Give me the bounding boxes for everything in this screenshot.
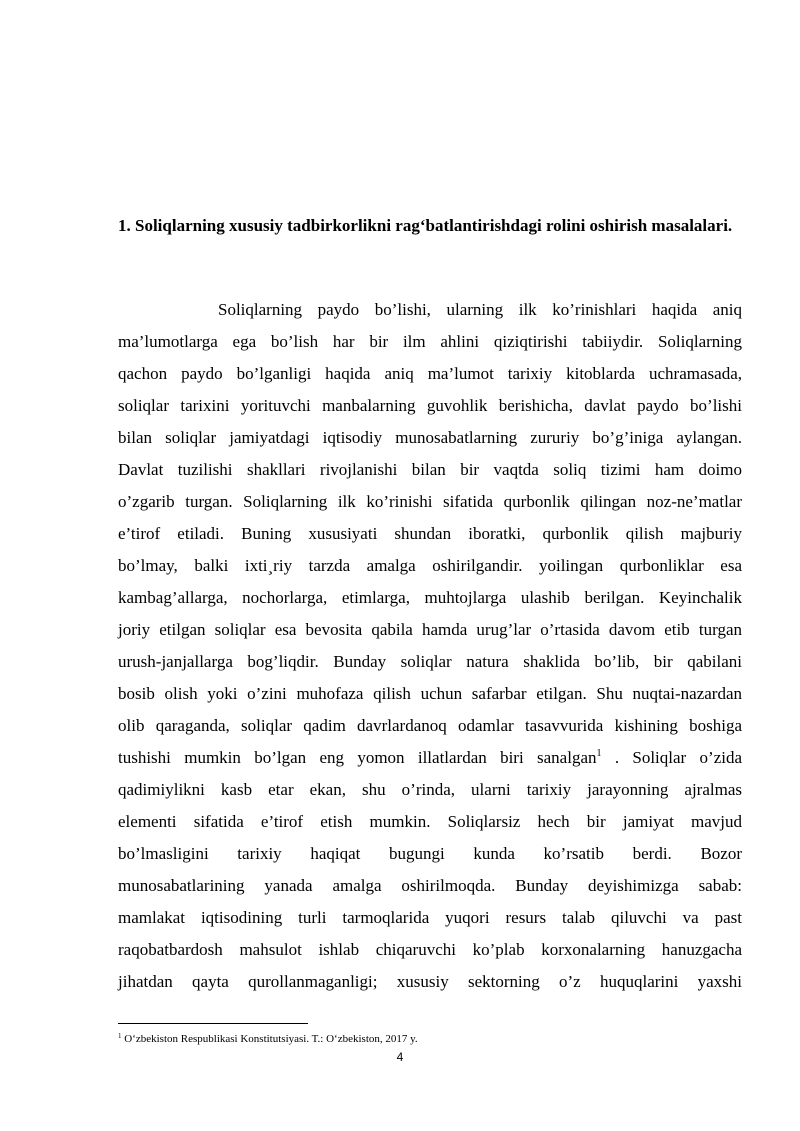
- paragraph-line: bo’lmasligini tarixiy haqiqat bugungi kunda ko’rsatib berdi. Bozor: [118, 844, 742, 863]
- paragraph-line: mamlakat iqtisodining turli tarmoqlarida yuqori resurs talab qiluvchi va past: [118, 908, 742, 927]
- paragraph-line-text: tushishi mumkin bo’lgan eng yomon illatlardan biri sanalgan: [118, 748, 597, 767]
- paragraph-line: munosabatlarining yanada amalga oshirilmoqda. Bunday deyishimizga sabab:: [118, 876, 742, 895]
- paragraph-line: bilan soliqlar jamiyatdagi iqtisodiy munosabatlarning zururiy bo’g’iniga aylangan.: [118, 428, 742, 447]
- paragraph-line: ma’lumotlarga ega bo’lish har bir ilm ahlini qiziqtirishi tabiiydir. Soliqlarning: [118, 332, 742, 351]
- paragraph-line: urush-janjallarga bog’liqdir. Bunday soliqlar natura shaklida bo’lib, bir qabilani: [118, 652, 742, 671]
- paragraph-line: bosib olish yoki o’zini muhofaza qilish uchun safarbar etilgan. Shu nuqtai-nazardan: [118, 684, 742, 703]
- paragraph-line: Soliqlarning paydo bo’lishi, ularning ilk ko’rinishlari haqida aniq: [218, 300, 742, 319]
- footnote-text: O‘zbekiston Respublikasi Konstitutsiyasi. T.: O‘zbekiston, 2017 y.: [121, 1033, 418, 1045]
- paragraph-line: jihatdan qayta qurollanmaganligi; xususiy sektorning o’z huquqlarini yaxshi: [118, 972, 742, 991]
- paragraph-line: bo’lmay, balki ixti¸riy tarzda amalga oshirilgandir. yoilingan qurbonliklar esa: [118, 556, 742, 575]
- paragraph-line: qachon paydo bo’lganligi haqida aniq ma’lumot tarixiy kitoblarda uchramasada,: [118, 364, 742, 383]
- page-number: 4: [396, 1050, 404, 1064]
- paragraph-line-with-footnote: [118, 742, 742, 774]
- paragraph-line: elementi sifatida e’tirof etish mumkin. Soliqlarsiz hech bir jamiyat mavjud: [118, 812, 742, 831]
- paragraph-line: Davlat tuzilishi shakllari rivojlanishi bilan bir vaqtda soliq tizimi ham doimo: [118, 460, 742, 479]
- paragraph-line: o’zgarib turgan. Soliqlarning ilk ko’rinishi sifatida qurbonlik qilingan noz-ne’matlar: [118, 492, 742, 511]
- footnote-separator: [118, 1023, 308, 1024]
- footnote-marker: 1: [118, 1032, 122, 1040]
- footnote: [118, 1031, 742, 1047]
- section-heading: 1. Soliqlarning xususiy tadbirkorlikni rag‘batlantirishdagi rolini oshirish masalalari.: [118, 216, 733, 235]
- paragraph-line: e’tirof etiladi. Buning xususiyati shundan iboratki, qurbonlik qilish majburiy: [118, 524, 742, 543]
- paragraph-line: qadimiylikni kasb etar ekan, shu o’rinda, ularni tarixiy jarayonning ajralmas: [118, 780, 742, 799]
- paragraph-line: soliqlar tarixini yorituvchi manbalarning guvohlik berishicha, davlat paydo bo’lishi: [118, 396, 742, 415]
- paragraph-line: joriy etilgan soliqlar esa bevosita qabila hamda urug’lar o’rtasida davom etib turgan: [118, 620, 742, 639]
- paragraph-line: raqobatbardosh mahsulot ishlab chiqaruvchi ko’plab korxonalarning hanuzgacha: [118, 940, 742, 959]
- paragraph-line: kambag’allarga, nochorlarga, etimlarga, muhtojlarga ulashib berilgan. Keyinchalik: [118, 588, 742, 607]
- footnote-reference[interactable]: 1: [596, 748, 602, 759]
- paragraph-line: olib qaraganda, soliqlar qadim davrlardanoq odamlar tasavvurida kishining boshiga: [118, 716, 742, 735]
- paragraph-line-text: . Soliqlar o’zida: [601, 748, 743, 767]
- body-paragraph: [118, 294, 742, 998]
